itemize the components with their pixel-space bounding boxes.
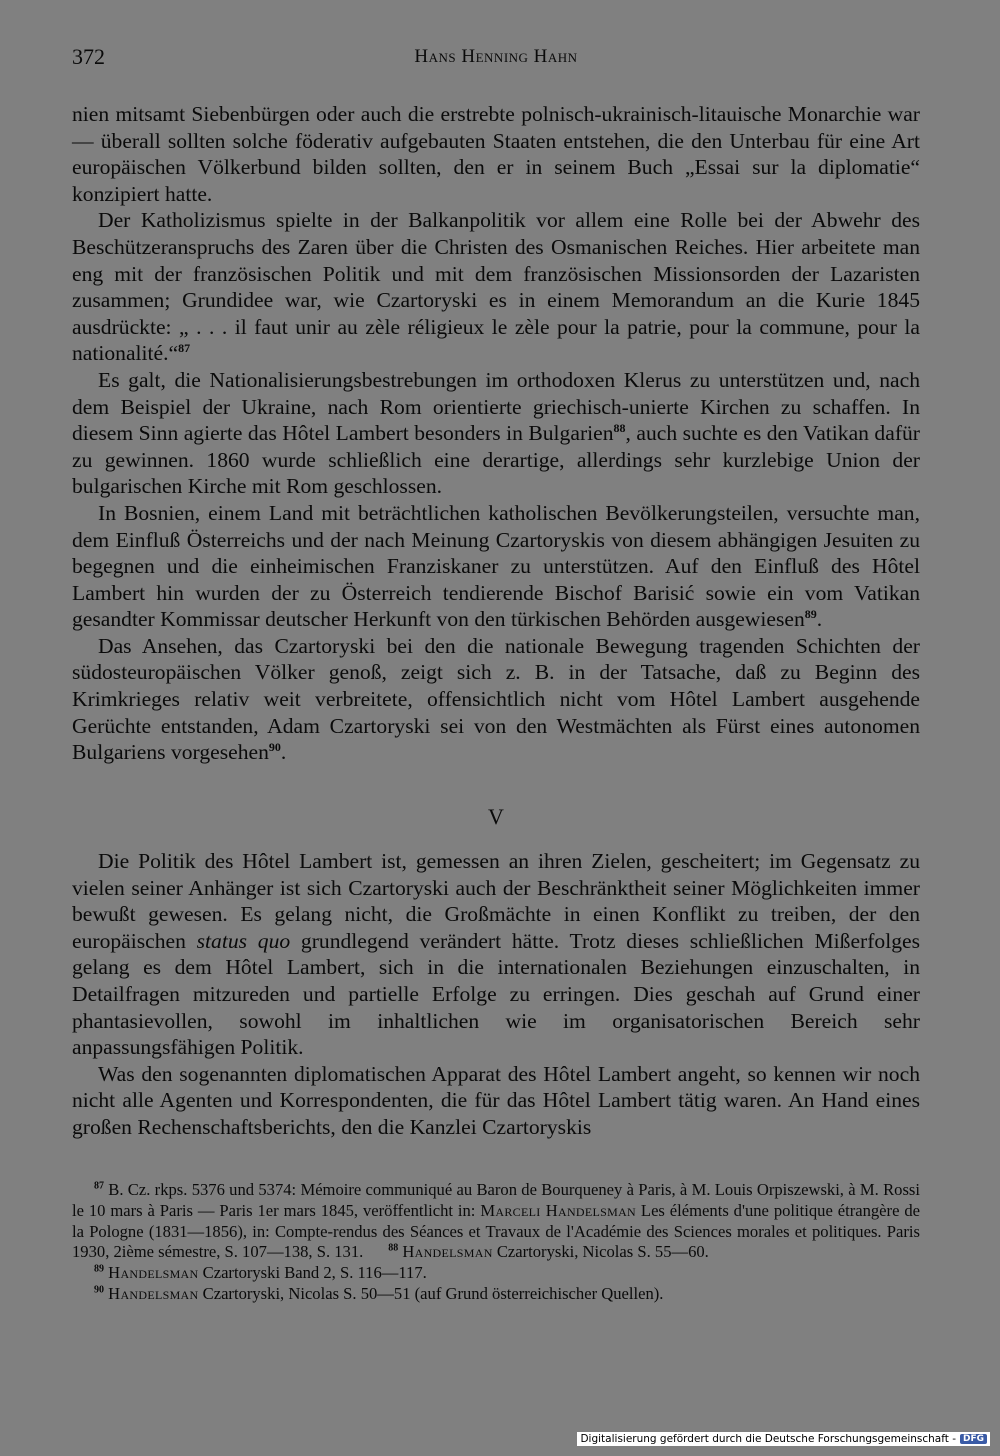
paragraph: Die Politik des Hôtel Lambert ist, gemessen an ihren Zielen, gescheitert; im Gegensatz zu vielen seiner Anhänger ist sich Czartoryski auch der Beschränktheit seiner Möglichkeiten immer bewußt gewesen. Es gelang nicht, die Großmächte in einen Konflikt zu treiben, der den europäischen status quo grundlegend verändert hätte. Trotz dieses schließlichen Mißerfolges gelang es dem Hôtel Lambert, sich in die internationalen Beziehungen einzuschalten, in Detailfragen mitzureden und partielle Erfolge zu erringen. Dies geschah auf Grund einer phantasievollen, sowohl im inhaltlichen wie im organisatorischen Bereich sehr anpassungsfähigen Politik. [72,849,920,1060]
paragraph: Was den sogenannten diplomatischen Apparat des Hôtel Lambert angeht, so kennen wir noch nicht alle Agenten und Korrespondenten, die für das Hôtel Lambert tätig waren. An Hand eines großen Rechenschaftsberichts, den die Kanzlei Czartoryskis [72,1061,920,1139]
running-title: Hans Henning Hahn [414,46,578,67]
dfg-logo-icon: DFG [960,1434,987,1444]
footnote-90: $^{90}$ Handelsman Czartoryski, Nicolas S. 50—51 (auf Grund österreichischer Quellen). [94,1283,664,1303]
paragraph: Das Ansehen, das Czartoryski bei den die nationale Bewegung tragenden Schichten der südosteuropäischen Völker genoß, zeigt sich z. B. in der Tatsache, daß zu Beginn des Krimkrieges relativ weit verbreitete, offensichtlich nicht vom Hôtel Lambert ausgehende Gerüchte entstanden, Adam Czartoryski sei von den Westmächten als Fürst eines autonomen Bulgariens vorgesehen$^{90}$. [72,633,920,765]
footnote-ref[interactable]: 87 [178,341,191,356]
paragraph: Der Katholizismus spielte in der Balkanpolitik vor allem eine Rolle bei der Abwehr des Beschützeranspruchs des Zaren über die Christen des Osmanischen Reiches. Hier arbeitete man eng mit der französischen Politik und mit dem französischen Missionsorden der Lazaristen zusammen; Grundidee war, wie Czartoryski es in einem Memorandum an die Kurie 1845 ausdrückte: „ . . . il faut unir au zèle réligieux le zèle pour la patrie, pour la commune, pour la nationalité.“$^{87}$ [72,208,920,366]
footnote-87: $^{87}$ B. Cz. rkps. 5376 und 5374: Mémoire communiqué au Baron de Bourqueney à Paris, à M. Louis Orpiszewski, à M. Rossi le 10 mars à Paris — Paris 1er mars 1845, veröffentlicht in: Marceli Handelsman Les éléments d'une politique étrangère de la Pologne (1831—1856), in: Compte-rendus des Séances et Travaux de l'Académie des Sciences morales et politiques. Paris 1930, 2ième sémestre, S. 107—138, S. 131. $^{88}$ Handelsman Czartoryski, Nicolas S. 55—60. [72,1180,921,1262]
footnotes [72,1180,920,1305]
page-header [72,44,920,74]
digitization-footer [577,1432,990,1446]
paragraph: nien mitsamt Siebenbürgen oder auch die erstrebte polnisch-ukrainisch-litauische Monarchie war — überall sollten solche föderativ aufgebauten Staaten entstehen, die den Unterbau für eine Art europäischen Völkerbund bilden sollten, den er in seinem Buch „Essai sur la diplomatie“ konzipiert hatte. [72,102,920,206]
footnote-89: $^{89}$ Handelsman Czartoryski Band 2, S. 116—117. [94,1263,427,1283]
section-heading: V [488,804,504,829]
main-text-top [72,101,920,766]
page-number: 372 [72,44,105,69]
footnote-ref[interactable]: 90 [268,740,281,755]
footnote-ref[interactable]: 89 [804,607,817,622]
paragraph: Es galt, die Nationalisierungsbestrebungen im orthodoxen Klerus zu unterstützen und, nach dem Beispiel der Ukraine, nach Rom orientierte griechisch-unierte Kirchen zu schaffen. In diesem Sinn agierte das Hôtel Lambert besonders in Bulgarien$^{88}$, auch suchte es den Vatikan dafür zu gewinnen. 1860 wurde schließlich eine derartige, allerdings sehr kurzlebige Union der bulgarischen Kirche mit Rom geschlossen. [72,367,920,499]
italic-term: status quo [196,928,291,953]
footnote-ref[interactable]: 88 [613,420,626,435]
paragraph: In Bosnien, einem Land mit beträchtlichen katholischen Bevölkerungsteilen, versuchte man, dem Einfluß Österreichs und der nach Meinung Czartoryskis von diesem abhängigen Jesuiten zu begegnen und die einheimischen Franziskaner zu unterstützen. Auf den Einfluß des Hôtel Lambert hin wurden der zu Österreich tendierende Bischof Barisić sowie ein vom Vatikan gesandter Kommissar deutscher Herkunft von den türkischen Behörden ausgewiesen$^{89}$. [72,500,920,632]
main-text-bottom [72,848,920,1141]
footer-text: Digitalisierung gefördert durch die Deutsche Forschungsgemeinschaft - [580,1433,956,1445]
